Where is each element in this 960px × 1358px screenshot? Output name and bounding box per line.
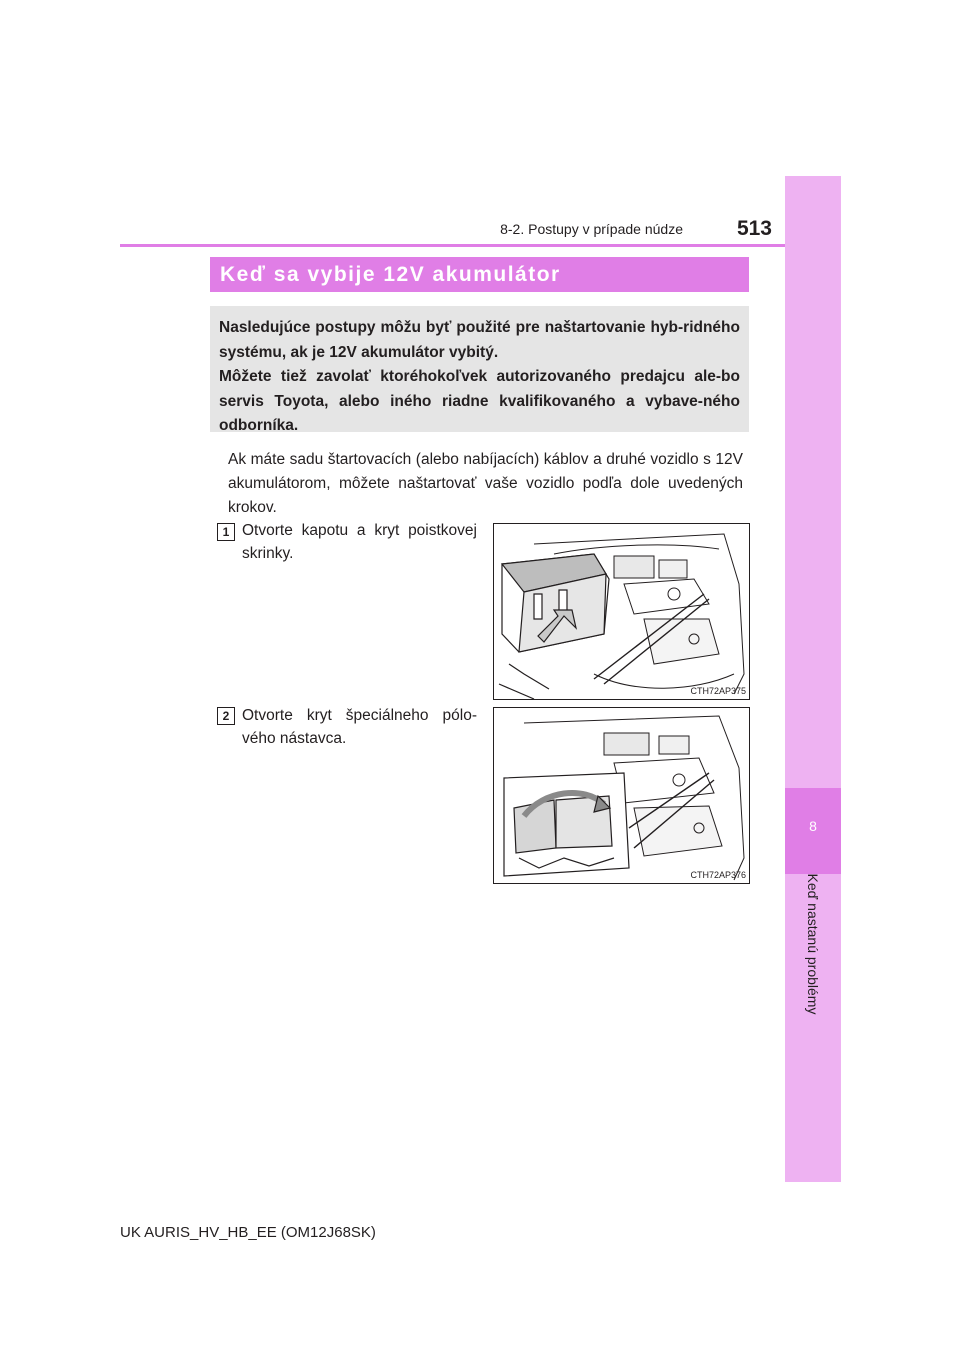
step-number: 1 — [217, 523, 235, 541]
header-rule — [120, 244, 785, 247]
step-number: 2 — [217, 707, 235, 725]
terminal-cover-illustration — [493, 707, 750, 884]
chapter-tab-number: 8 — [809, 818, 817, 834]
page-number: 513 — [736, 217, 772, 240]
intro-paragraph: Môžete tiež zavolať ktoréhokoľvek autorizovaného predajcu ale-bo servis Toyota, alebo iného riadne kvalifikovaného a vybave-ného odborníka. — [219, 368, 740, 434]
body-paragraph: Ak máte sadu štartovacích (alebo nabíjacích) káblov a druhé vozidlo s 12V akumulátorom, môžete naštartovať vaše vozidlo podľa dole uvedených krokov. — [228, 451, 743, 516]
footer-model-code: UK AURIS_HV_HB_EE (OM12J68SK) — [120, 1224, 376, 1241]
header-section-title: 8-2. Postupy v prípade núdze — [500, 221, 683, 237]
step-text: Otvorte kapotu a kryt poistkovej skrinky. — [242, 522, 477, 562]
fuse-box-drawing — [494, 524, 749, 699]
figure-code: CTH72AP375 — [690, 686, 746, 696]
figure-code: CTH72AP376 — [690, 870, 746, 880]
intro-box — [210, 306, 749, 432]
chapter-tab-label: Keď nastanú problémy — [805, 873, 821, 1015]
page-title: Keď sa vybije 12V akumulátor — [210, 257, 749, 292]
intro-paragraph: Nasledujúce postupy môžu byť použité pre naštartovanie hyb-ridného systému, ak je 12V akumulátor vybitý. — [219, 319, 740, 361]
step-text: Otvorte kryt špeciálneho pólo-vého nástavca. — [242, 707, 477, 747]
side-band — [785, 176, 841, 1182]
terminal-cover-drawing — [494, 708, 749, 883]
engine-fuse-box-illustration — [493, 523, 750, 700]
